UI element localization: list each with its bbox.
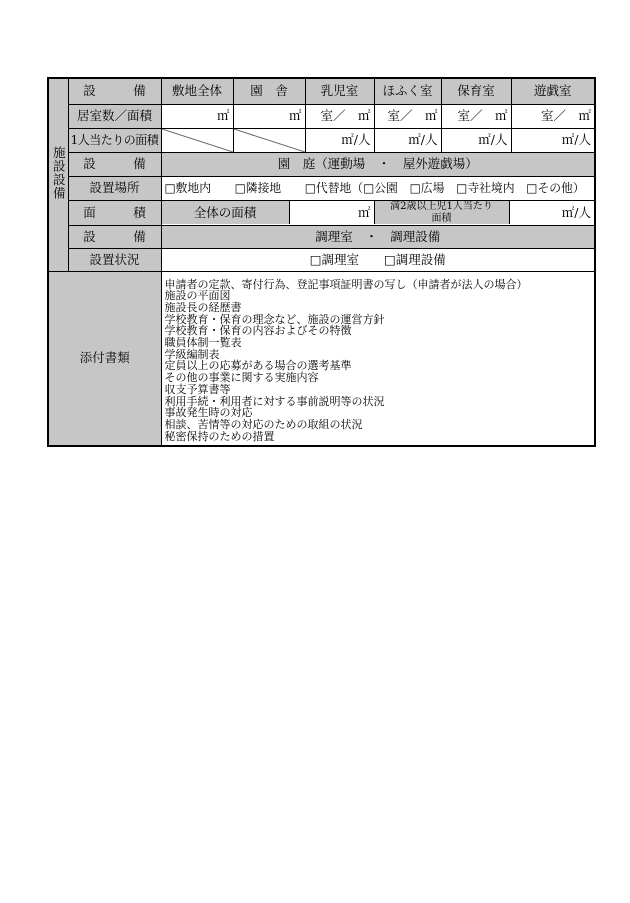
per-child-area-label-line1: 満2歳以上児1人当たり [390, 201, 493, 212]
location-checkbox-row: □敷地内 □隣接地 □代替地（□公園 □広場 □寺社境内 □その他） [161, 176, 595, 200]
attachment-item: 収支予算書等 [164, 382, 231, 396]
garden-header-cell: 園 庭（運動場 ・ 屋外遊戯場） [161, 152, 595, 176]
attachment-item: 事故発生時の対応 [164, 406, 253, 420]
play-room-count-area-field: 室／ ㎡ [511, 104, 595, 128]
row-label-status: 設置状況 [68, 248, 161, 271]
area-row-cell [161, 200, 595, 225]
play-room-per-person-field: ㎡/人 [511, 128, 595, 152]
area-subrow [162, 201, 595, 224]
attachment-item: 施設長の経歴書 [164, 300, 242, 314]
attachment-item: 施設の平面図 [164, 289, 231, 303]
column-header-play-room: 遊戯室 [511, 78, 595, 104]
crawling-room-count-area-field: 室／ ㎡ [374, 104, 441, 128]
total-area-field: ㎡ [290, 201, 375, 224]
attachment-item: 相談、苦情等の対応のための取組の状況 [164, 417, 363, 431]
attachment-item: 学校教育・保育の内容およびその特徴 [164, 324, 352, 338]
attachments-cell [161, 271, 595, 446]
attachment-item: 職員体制一覧表 [164, 336, 242, 350]
infant-room-per-person-field: ㎡/人 [305, 128, 374, 152]
column-header-nursery-room: 保育室 [441, 78, 511, 104]
section-label-vertical: 施設設備 [51, 145, 67, 200]
column-header-crawling-room: ほふく室 [374, 78, 441, 104]
row-label-equipment-1: 設 備 [68, 78, 161, 104]
building-area-field: ㎡ [233, 104, 305, 128]
attachment-item: 学校教育・保育の理念など、施設の運営方針 [164, 312, 385, 326]
column-header-building: 園 舎 [233, 78, 305, 104]
row-label-rooms-area: 居室数／面積 [68, 104, 161, 128]
attachment-item: 定員以上の応募がある場合の選考基準 [164, 359, 352, 373]
section-cell-facility-equipment [48, 78, 68, 271]
cooking-header-cell: 調理室 ・ 調理設備 [161, 225, 595, 248]
row-label-area: 面 積 [68, 200, 161, 225]
row-label-equipment-3: 設 備 [68, 225, 161, 248]
status-checkbox-row: □調理室 □調理設備 [161, 248, 595, 271]
attachment-item: 申請者の定款、寄付行為、登記事項証明書の写し（申請者が法人の場合） [164, 277, 528, 291]
per-child-area-label [375, 201, 510, 224]
total-area-label: 全体の面積 [162, 201, 290, 224]
column-header-site: 敷地全体 [161, 78, 233, 104]
nursery-room-count-area-field: 室／ ㎡ [441, 104, 511, 128]
attachment-item: その他の事業に関する実施内容 [164, 371, 319, 385]
site-per-person-na-cell [161, 128, 233, 152]
building-per-person-na-cell [233, 128, 305, 152]
attachment-item: 利用手続・利用者に対する事前説明等の状況 [164, 394, 385, 408]
attachment-item: 学級編制表 [164, 347, 220, 361]
per-child-area-label-line2: 面積 [431, 212, 452, 224]
crawling-room-per-person-field: ㎡/人 [374, 128, 441, 152]
facility-form-table [47, 77, 596, 447]
row-label-area-per-person: 1人当たりの面積 [68, 128, 161, 152]
column-header-infant-room: 乳児室 [305, 78, 374, 104]
diagonal-line [162, 129, 233, 152]
nursery-room-per-person-field: ㎡/人 [441, 128, 511, 152]
row-label-equipment-2: 設 備 [68, 152, 161, 176]
diagonal-line [234, 129, 305, 152]
site-area-field: ㎡ [161, 104, 233, 128]
attachments-label: 添付書類 [48, 271, 161, 446]
row-label-location: 設置場所 [68, 176, 161, 200]
per-child-area-field: ㎡/人 [510, 201, 595, 224]
attachment-item: 秘密保持のための措置 [164, 429, 275, 443]
attachments-list [162, 272, 595, 443]
infant-room-count-area-field: 室／ ㎡ [305, 104, 374, 128]
